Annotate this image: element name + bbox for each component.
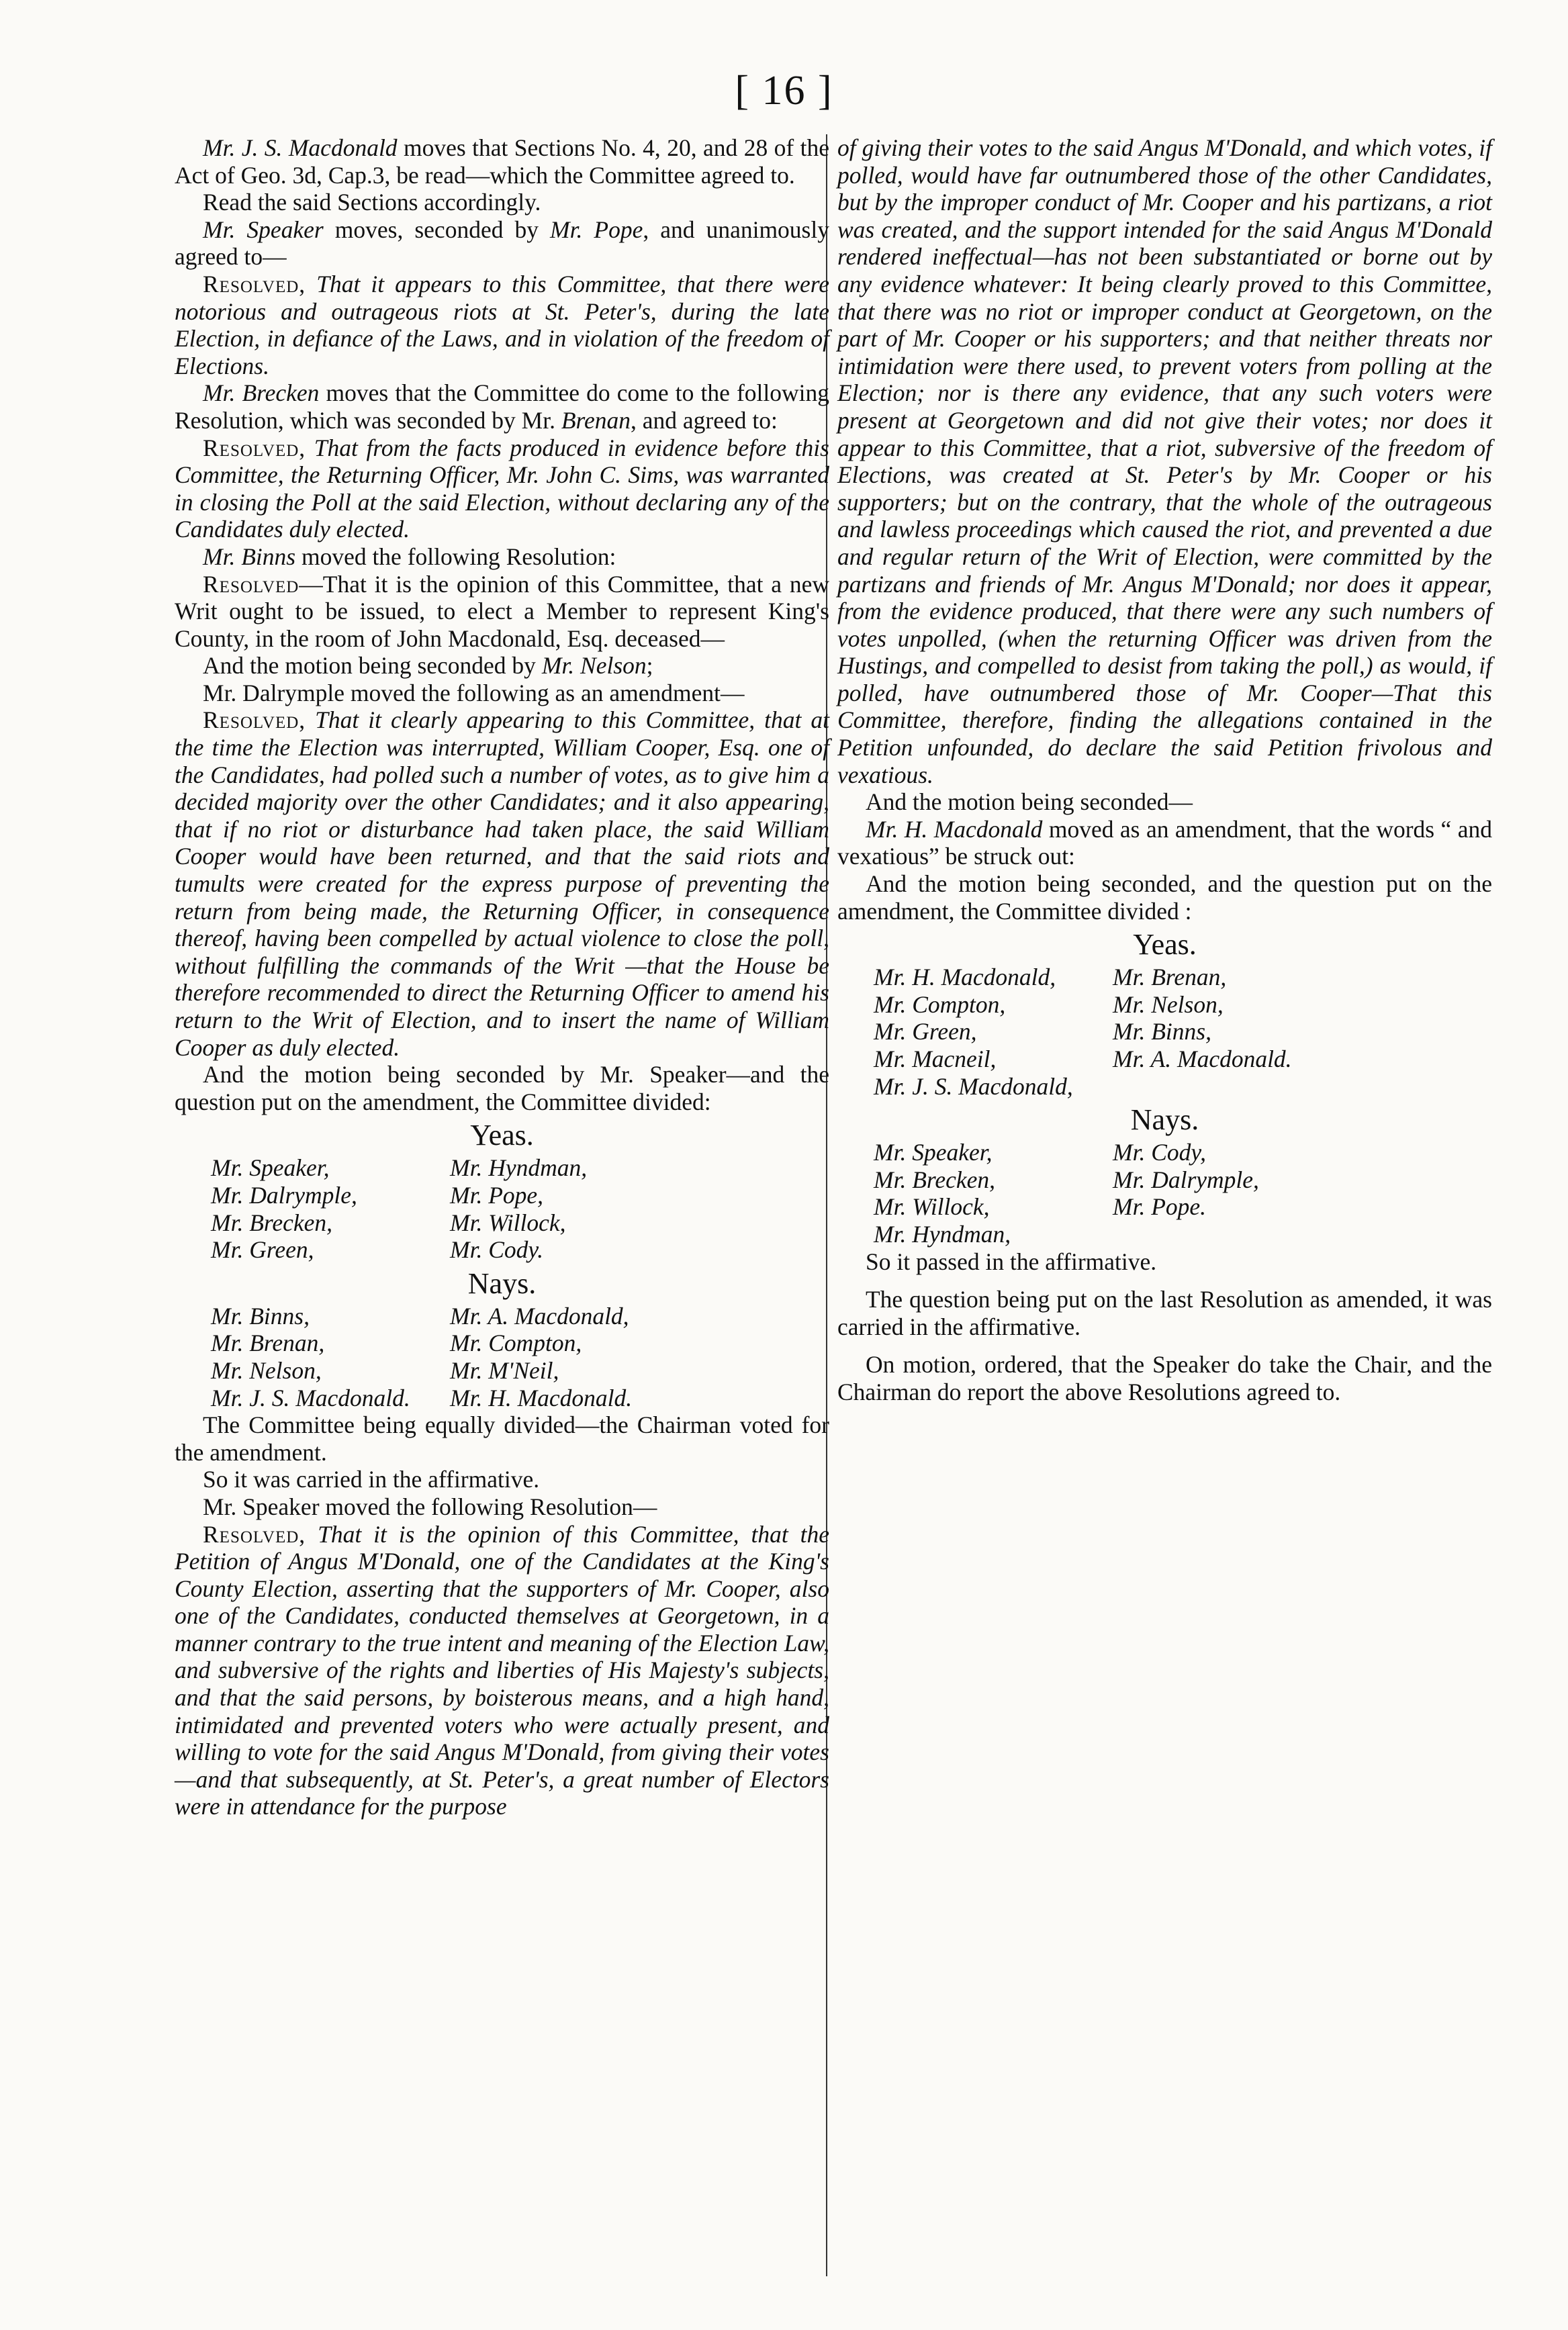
paragraph: And the motion being seconded, and the question put on the amendment, the Committee divided : (837, 870, 1492, 925)
nays-heading: Nays. (1130, 1103, 1199, 1137)
voter: Mr. Hyndman, (874, 1220, 1011, 1248)
paragraph: On motion, ordered, that the Speaker do take the Chair, and the Chairman do report the above Resolutions agreed to. (837, 1351, 1492, 1405)
voter: Mr. Dalrymple, (1113, 1166, 1259, 1193)
voter: Mr. Macneil, (874, 1045, 997, 1072)
paragraph: So it was carried in the affirmative. (203, 1466, 540, 1493)
paragraph: And the motion being seconded— (866, 788, 1193, 816)
voter: Mr. Hyndman, (450, 1154, 588, 1182)
paragraph: And the motion being seconded by Mr. Speaker—and the question put on the amendment, the Committee divided: (175, 1061, 829, 1115)
voter: Mr. Speaker, (874, 1139, 993, 1166)
voter: Mr. Brenan, (1113, 964, 1227, 991)
voter: Mr. J. S. Macdonald. (211, 1384, 410, 1411)
voter: Mr. Cody, (1113, 1139, 1207, 1166)
voter: Mr. Willock, (874, 1193, 990, 1221)
nays-heading: Nays. (467, 1266, 537, 1300)
yeas-heading: Yeas. (1133, 928, 1197, 962)
voter: Mr. Cody. (450, 1236, 544, 1264)
page-number: [ 16 ] (735, 68, 833, 113)
paragraph: The Committee being equally divided—the Chairman voted for the amendment. (175, 1411, 829, 1466)
paragraph: And the motion being seconded by Mr. Nelson; (203, 652, 653, 680)
voter: Mr. M'Neil, (450, 1356, 559, 1384)
voter: Mr. Brecken, (211, 1209, 333, 1236)
voter: Mr. Compton, (874, 990, 1006, 1018)
resolution-continued: of giving their votes to the said Angus M'Donald, and which votes, if polled, would have far outnumbered those of the other Candidates, but by the improper conduct of Mr. Cooper and his partizans, a riot was created, and the support intended for the said Angus M'Donald rendered ineffectual—has not been substantiated or borne out by any evidence whatever: It being clearly proved to this Committee, that there was no riot or improper conduct at Georgetown, on the part of Mr. Cooper or his supporters; and that neither threats nor intimidation were there used, to prevent voters from polling at the Election; nor is there any evidence, that any such voters were present at Georgetown and did not give their votes; nor does it appear to this Committee, that a riot, subversive of the freedom of Elections, was created at St. Peter's by Mr. Cooper or his supporters; but on the contrary, that the whole of the outrageous and lawless proceedings which caused the riot, and prevented a due and regular return of the Writ of Election, were committed by the partizans and friends of Mr. Angus M'Donald; nor does it appear, from the evidence produced, that there were any such numbers of votes unpolled, (when the returning Officer was driven from the Hustings, and compelled to desist from taking the poll,) as would, if polled, have outnumbered those of Mr. Cooper—That this Committee, therefore, finding the allegations contained in the Petition unfounded, do declare the said Petition frivolous and vexatious. (837, 134, 1492, 788)
voter: Mr. Pope, (450, 1181, 544, 1209)
voter: Mr. Dalrymple, (211, 1181, 357, 1209)
paragraph: Mr. J. S. Macdonald moves that Sections No. 4, 20, and 28 of the Act of Geo. 3d, Cap.3, be read—which the Committee agreed to. (175, 134, 829, 189)
resolution: Resolved—That it is the opinion of this Committee, that a new Writ ought to be issued, to elect a Member to represent King's County, in the room of John Macdonald, Esq. deceased— (175, 570, 829, 652)
right-column (837, 134, 1492, 1406)
paragraph: Mr. Dalrymple moved the following as an amendment— (203, 679, 745, 706)
voter: Mr. Willock, (450, 1209, 566, 1236)
voter: Mr. Green, (874, 1018, 977, 1045)
voter: Mr. Binns, (1113, 1018, 1211, 1045)
paragraph: Mr. Brecken moves that the Committee do come to the following Resolution, which was seconded by Mr. Brenan, and agreed to: (175, 379, 829, 434)
voter: Mr. Binns, (211, 1302, 310, 1330)
yeas-list (837, 964, 1492, 1100)
paragraph: So it passed in the affirmative. (866, 1248, 1157, 1275)
voter: Mr. A. Macdonald. (1113, 1045, 1292, 1072)
nays-list (175, 1303, 829, 1411)
paragraph: Mr. Speaker moves, seconded by Mr. Pope, and unanimously agreed to— (175, 216, 829, 271)
voter: Mr. Nelson, (1113, 990, 1224, 1018)
yeas-heading: Yeas. (470, 1119, 534, 1152)
voter: Mr. A. Macdonald, (450, 1302, 629, 1330)
voter: Mr. J. S. Macdonald, (874, 1072, 1073, 1100)
resolution: Resolved, That it clearly appearing to this Committee, that at the time the Election was interrupted, William Cooper, Esq. one of the Candidates, had polled such a number of votes, as to give him a decided majority over the other Candidates; and it also appearing, that if no riot or disturbance had taken place, the said William Cooper would have been returned, and that the said riots and tumults were created for the express purpose of preventing the return from being made, the Returning Officer, in consequence thereof, having been compelled by actual violence to close the poll, without fulfilling the commands of the Writ —that the House be therefore recommended to direct the Returning Officer to amend his return to the Writ of Election, and to insert the name of William Cooper as duly elected. (175, 706, 829, 1061)
voter: Mr. H. Macdonald, (874, 964, 1056, 991)
voter: Mr. Brecken, (874, 1166, 996, 1193)
resolution: Resolved, That it appears to this Committee, that there were notorious and outrageous riots at St. Peter's, during the late Election, in defiance of the Laws, and in violation of the freedom of Elections. (175, 270, 829, 379)
resolution: Resolved, That from the facts produced in evidence before this Committee, the Returning Officer, Mr. John C. Sims, was warranted in closing the Poll at the said Election, without declaring any of the Candidates duly elected. (175, 434, 829, 543)
voter: Mr. Pope. (1113, 1193, 1207, 1221)
nays-list (837, 1139, 1492, 1248)
voter: Mr. Compton, (450, 1330, 582, 1357)
left-column (175, 134, 829, 1820)
voter: Mr. Speaker, (211, 1154, 330, 1182)
paragraph: Read the said Sections accordingly. (203, 189, 541, 216)
paragraph: Mr. H. Macdonald moved as an amendment, that the words “ and vexatious” be struck out: (837, 815, 1492, 870)
voter: Mr. Nelson, (211, 1356, 322, 1384)
paragraph: Mr. Speaker moved the following Resolution— (203, 1493, 657, 1520)
yeas-list (175, 1154, 829, 1263)
voter: Mr. Brenan, (211, 1330, 325, 1357)
voter: Mr. Green, (211, 1236, 314, 1264)
voter: Mr. H. Macdonald. (450, 1384, 633, 1411)
paragraph: The question being put on the last Resolution as amended, it was carried in the affirmative. (837, 1286, 1492, 1340)
resolution: Resolved, That it is the opinion of this Committee, that the Petition of Angus M'Donald, one of the Candidates at the King's County Election, asserting that the supporters of Mr. Cooper, also one of the Candidates, conducted themselves at Georgetown, in a manner contrary to the true intent and meaning of the Election Law, and subversive of the rights and liberties of His Majesty's subjects, and that the said persons, by boisterous means, and a high hand, intimidated and prevented voters who were actually present, and willing to vote for the said Angus M'Donald, from giving their votes—and that subsequently, at St. Peter's, a great number of Electors were in attendance for the purpose (175, 1520, 829, 1820)
paragraph: Mr. Binns moved the following Resolution: (203, 543, 616, 570)
